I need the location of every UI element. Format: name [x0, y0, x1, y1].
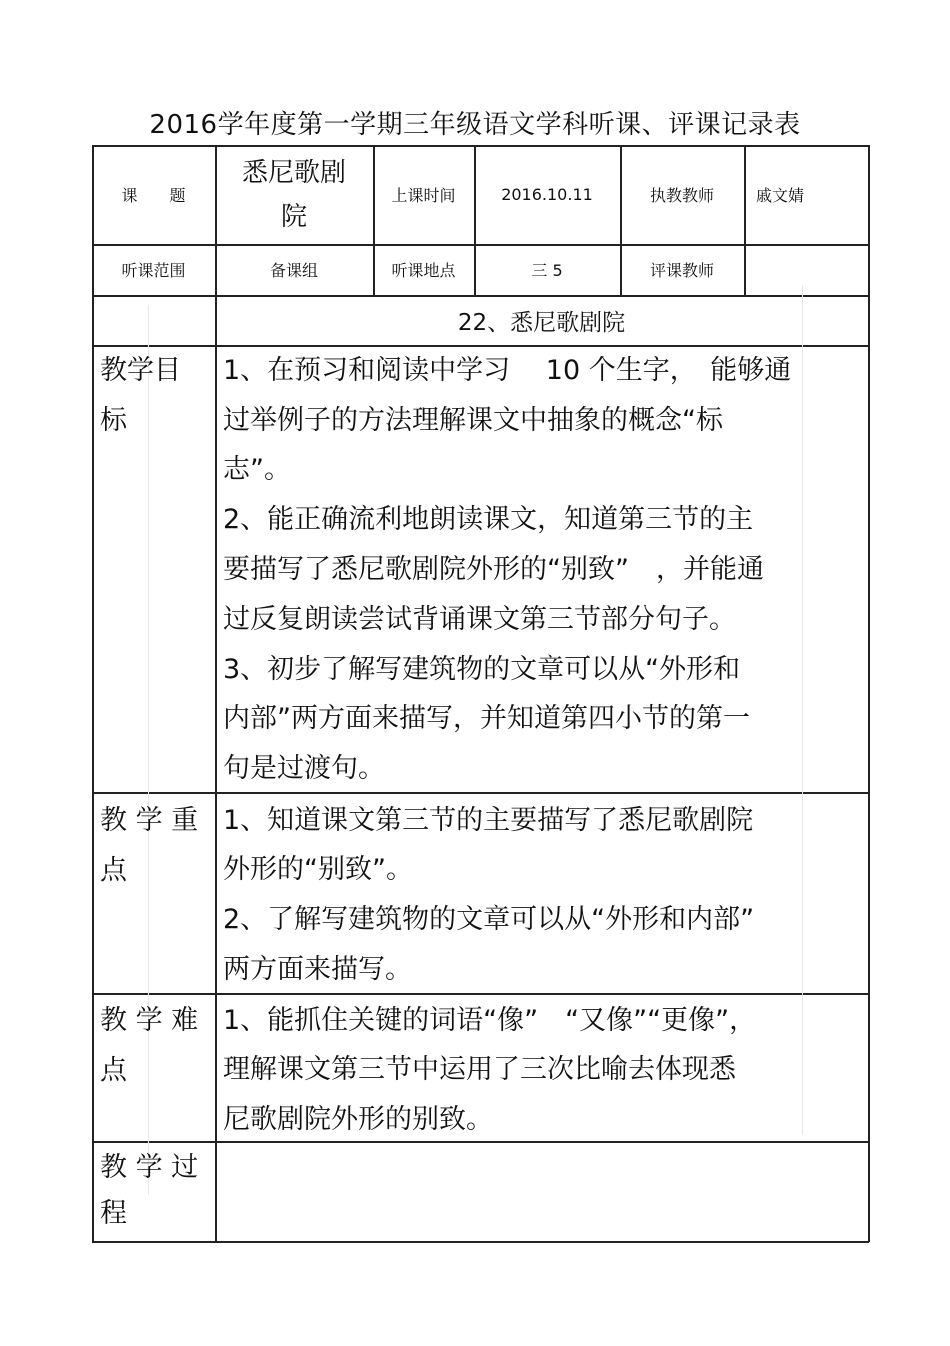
objective-line: 志”。: [223, 454, 291, 485]
time-value: 2016.10.11: [501, 185, 593, 204]
key-point-line: 两方面来描写。: [223, 954, 412, 985]
key-point-line: 1、知道课文第三节的主要描写了悉尼歌剧院: [223, 805, 754, 836]
place-value: 三 5: [531, 261, 563, 280]
key-point-line: 外形的“别致”。: [223, 854, 413, 885]
difficulty-line: 尼歌剧院外形的别致。: [223, 1104, 493, 1135]
objectives-label-line1: 教学目: [100, 355, 181, 386]
teacher-value: 戚文婧: [756, 186, 805, 205]
objective-line: 句是过渡句。: [223, 753, 385, 784]
key-points-label: [100, 796, 215, 896]
difficulties-label: [100, 996, 215, 1096]
course-label: 课 题: [121, 186, 186, 205]
process-label-line2: 程: [100, 1198, 127, 1229]
difficulty-line: 理解课文第三节中运用了三次比喻去体现悉: [223, 1054, 736, 1085]
difficulties-label-line2: 点: [100, 1055, 127, 1086]
time-label: 上课时间: [391, 186, 456, 205]
place-label: 听课地点: [391, 261, 456, 280]
objective-line: 3、初步了解写建筑物的文章可以从“外形和: [223, 654, 741, 685]
reviewer-label: 评课教师: [649, 261, 714, 280]
key-points-label-line2: 点: [100, 855, 127, 886]
objective-line: 要描写了悉尼歌剧院外形的“别致” ，并能通: [223, 554, 764, 585]
objective-line: 内部”两方面来描写，并知道第四小节的第一: [223, 703, 750, 734]
course-value: [215, 151, 373, 239]
record-table: [92, 145, 869, 1242]
objective-line: 1、在预习和阅读中学习 10 个生字， 能够通: [223, 355, 792, 386]
objective-line: 2、能正确流利地朗读课文，知道第三节的主: [223, 504, 754, 535]
process-label-line1: 教 学 过: [100, 1152, 199, 1183]
document-title: 2016学年度第一学期三年级语文学科听课、评课记录表: [149, 110, 801, 140]
scope-label: 听课范围: [121, 261, 186, 280]
course-value-line2: 院: [280, 202, 307, 232]
course-value-line1: 悉尼歌剧: [241, 158, 346, 188]
reviewer-value: [744, 244, 868, 295]
scope-value: 备课组: [269, 261, 318, 280]
objective-line: 过举例子的方法理解课文中抽象的概念“标: [223, 405, 723, 436]
difficulties-label-line1: 教 学 难: [100, 1005, 199, 1036]
objectives-label-line2: 标: [100, 405, 127, 436]
teacher-label: 执教教师: [649, 186, 714, 205]
objective-line: 过反复朗读尝试背诵课文第三节部分句子。: [223, 604, 736, 635]
difficulty-line: 1、能抓住关键的词语“像” “又像”“更像”，: [223, 1005, 757, 1036]
key-points-label-line1: 教 学 重: [100, 805, 199, 836]
key-point-line: 2、了解写建筑物的文章可以从“外形和内部”: [223, 904, 755, 935]
objectives-label: [100, 346, 215, 446]
lesson-title: 22、悉尼歌剧院: [457, 309, 626, 336]
process-label: [100, 1145, 215, 1237]
